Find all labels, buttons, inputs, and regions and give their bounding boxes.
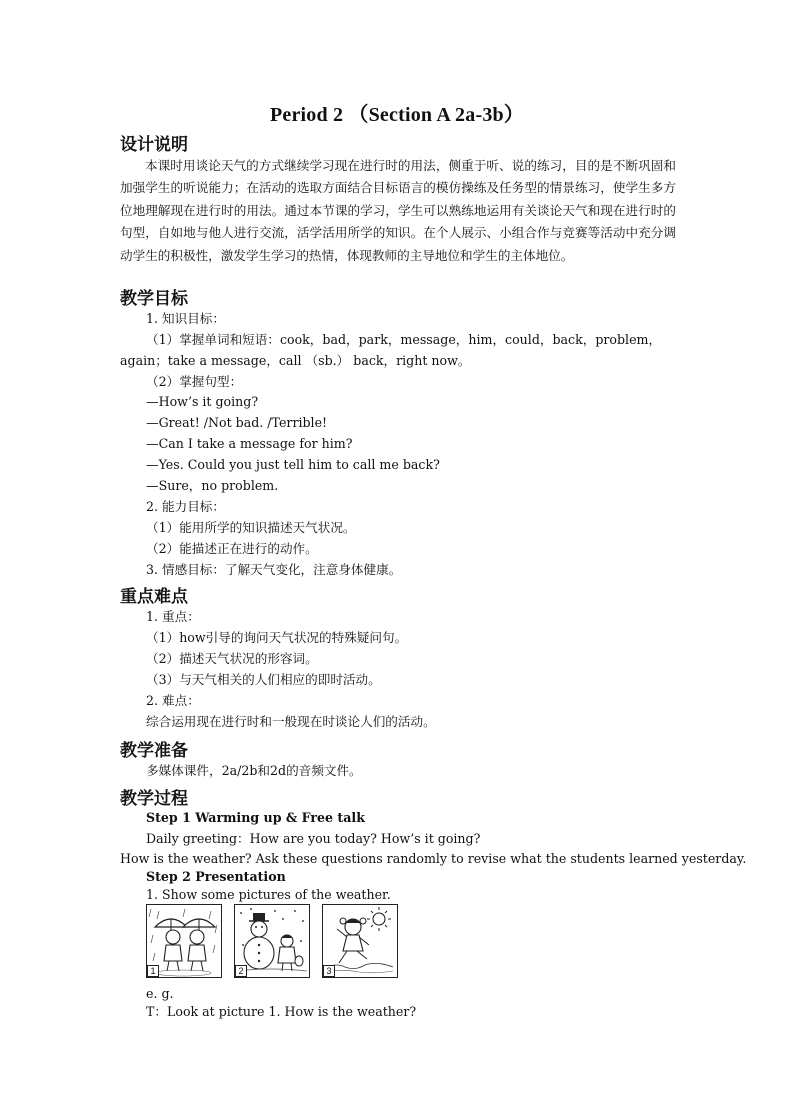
keypoint-line: （2）描述天气状况的形容词。 <box>146 651 318 666</box>
step-line: 1. Show some pictures of the weather. <box>146 887 391 902</box>
eg-line: e. g. <box>146 986 174 1001</box>
weather-pictures <box>146 904 398 978</box>
goal-line: （2）掌握句型： <box>146 374 243 389</box>
step-line: Daily greeting：How are you today? How’s it going? <box>146 831 481 846</box>
weather-picture-rain <box>146 904 222 978</box>
goal-line: —How’s it going? <box>146 394 259 409</box>
step-heading: Step 2 Presentation <box>146 869 286 884</box>
keypoint-line: 综合运用现在进行时和一般现在时谈论人们的活动。 <box>146 714 436 729</box>
keypoint-line: 2. 难点： <box>146 693 200 708</box>
step-line: How is the weather? Ask these questions randomly to revise what the students learned yesterday. <box>120 851 747 866</box>
goal-line: 3. 情感目标：了解天气变化，注意身体健康。 <box>146 562 402 577</box>
page-title: Period 2 （Section A 2a-3b） <box>269 104 525 126</box>
weather-picture-sunny <box>322 904 398 978</box>
keypoint-line: 1. 重点： <box>146 609 200 624</box>
goal-line: —Sure，no problem. <box>146 478 279 493</box>
section-heading-design: 设计说明 <box>120 135 188 155</box>
section-heading-goals: 教学目标 <box>120 289 188 309</box>
goal-line: 2. 能力目标： <box>146 499 225 514</box>
goal-line: （1）能用所学的知识描述天气状况。 <box>146 520 356 535</box>
goal-line: 1. 知识目标： <box>146 311 225 326</box>
goal-line: （1）掌握单词和短语：cook，bad，park，message，him，could，back，problem， <box>146 332 662 347</box>
goal-line: —Yes. Could you just tell him to call me back? <box>146 457 440 472</box>
goal-line: —Can I take a message for him? <box>146 436 353 451</box>
teacher-line: T：Look at picture 1. How is the weather? <box>146 1004 417 1019</box>
goal-line: —Great! /Not bad. /Terrible! <box>146 415 328 430</box>
keypoint-line: （3）与天气相关的人们相应的即时活动。 <box>146 672 381 687</box>
picture-number: 3 <box>323 965 335 977</box>
step-heading: Step 1 Warming up & Free talk <box>146 810 365 825</box>
section-heading-prep: 教学准备 <box>120 741 188 761</box>
prep-line: 多媒体课件，2a/2b和2d的音频文件。 <box>146 763 362 778</box>
picture-number: 2 <box>235 965 247 977</box>
weather-picture-snow <box>234 904 310 978</box>
goal-line: again；take a message，call （sb.） back，right now。 <box>120 353 471 368</box>
design-paragraph: 本课时用谈论天气的方式继续学习现在进行时的用法，侧重于听、说的练习，目的是不断巩固和加强学生的听说能力；在活动的选取方面结合目标语言的模仿操练及任务型的情景练习，使学生多方位地理解现在进行时的用法。通过本节课的学习，学生可以熟练地运用有关谈论天气和现在进行时的句型，自如地与他人进行交流，活学活用所学的知识。在个人展示、小组合作与竞赛等活动中充分调动学生的积极性，激发学生学习的热情，体现教师的主导地位和学生的主体地位。 <box>120 158 676 263</box>
section-heading-process: 教学过程 <box>120 789 188 809</box>
picture-number: 1 <box>147 965 159 977</box>
goal-line: （2）能描述正在进行的动作。 <box>146 541 318 556</box>
keypoint-line: （1）how引导的询问天气状况的特殊疑问句。 <box>146 630 408 645</box>
section-heading-keypoints: 重点难点 <box>120 587 188 607</box>
